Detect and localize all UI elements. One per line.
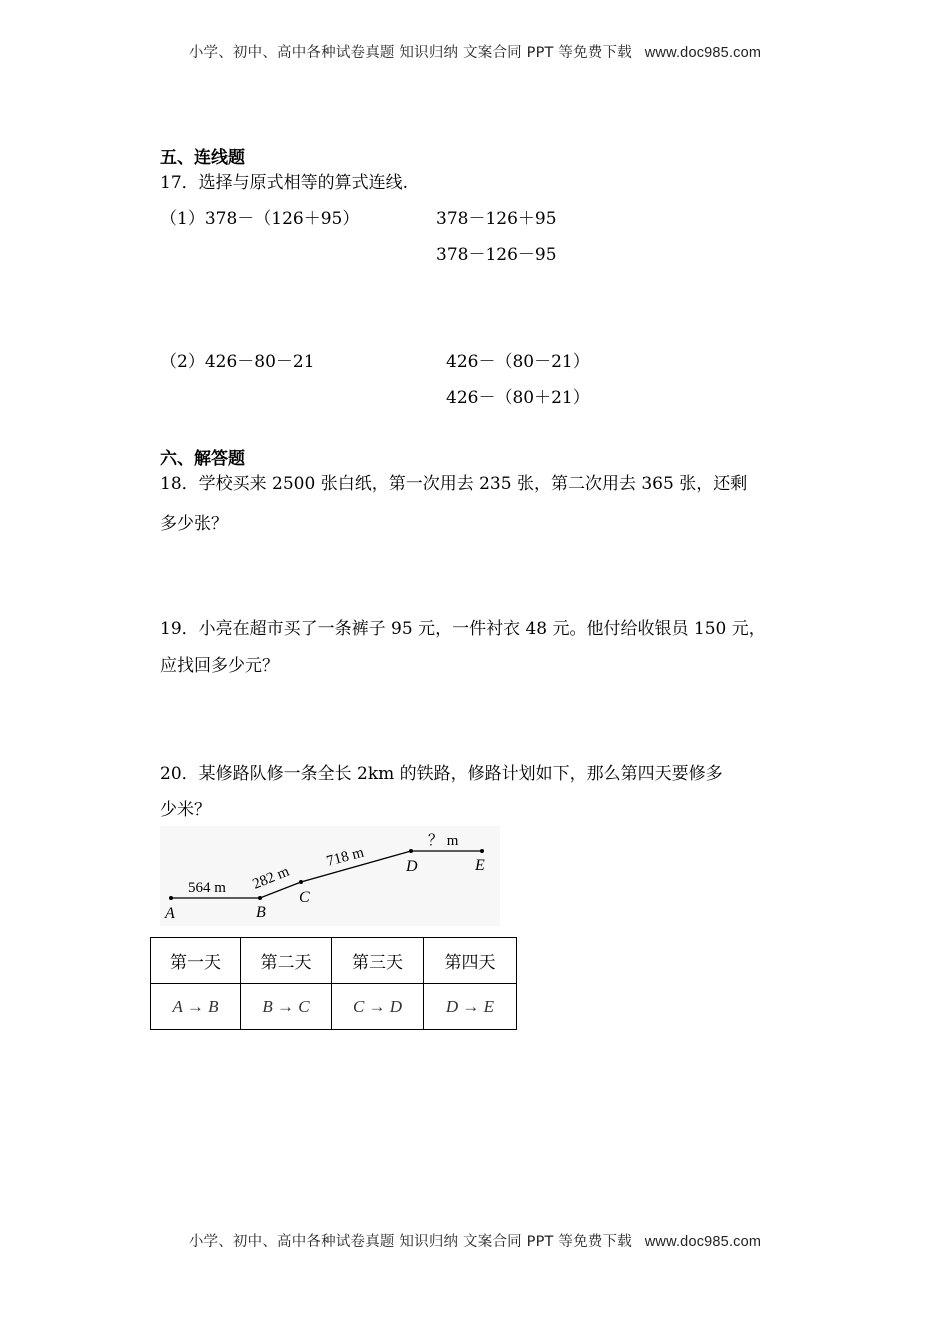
label-de: ？ m xyxy=(428,833,459,849)
q17-part1-left: （1）378－（126＋95） xyxy=(160,209,360,229)
q17-part2-option1[interactable]: 426－（80－21） xyxy=(446,352,590,372)
header-text: 小学、初中、高中各种试卷真题 知识归纳 文案合同 PPT 等免费下载 xyxy=(188,45,632,61)
table-header-cell: 第三天 xyxy=(332,938,424,984)
point-b-dot xyxy=(258,896,262,900)
q18-line1: 18．学校买来 2500 张白纸，第一次用去 235 张，第二次用去 365 张，还剩 xyxy=(160,474,748,494)
label-cd: 718 m xyxy=(324,844,366,870)
label-d: D xyxy=(406,858,418,875)
plan-table xyxy=(150,937,517,1030)
header-url[interactable]: www.doc985.com xyxy=(644,45,762,61)
point-e-dot xyxy=(480,849,484,853)
road-diagram xyxy=(160,826,500,926)
table-header-cell: 第一天 xyxy=(151,938,241,984)
section-6-title: 六、解答题 xyxy=(160,449,245,469)
table-header-cell: 第四天 xyxy=(424,938,517,984)
table-header-row xyxy=(151,938,517,984)
label-c: C xyxy=(299,889,310,906)
q17-part1-option1[interactable]: 378－126＋95 xyxy=(436,209,557,229)
table-header-cell: 第二天 xyxy=(241,938,332,984)
q20-line1: 20．某修路队修一条全长 2km 的铁路，修路计划如下，那么第四天要修多 xyxy=(160,764,723,784)
label-b: B xyxy=(256,904,266,921)
page-header xyxy=(0,41,950,62)
footer-text: 小学、初中、高中各种试卷真题 知识归纳 文案合同 PPT 等免费下载 xyxy=(188,1234,632,1250)
table-cell: D → E xyxy=(424,984,517,1030)
q18-line2: 多少张？ xyxy=(160,514,228,534)
table-row xyxy=(151,984,517,1030)
section-5-title: 五、连线题 xyxy=(160,148,245,168)
table-cell: A → B xyxy=(151,984,241,1030)
q17-part2-left: （2）426－80－21 xyxy=(160,352,315,372)
q19-line1: 19．小亮在超市买了一条裤子 95 元，一件衬衣 48 元。他付给收银员 150 元， xyxy=(160,619,766,639)
label-e: E xyxy=(475,857,485,874)
page-footer xyxy=(0,1230,950,1251)
label-a: A xyxy=(165,905,175,922)
label-bc: 282 m xyxy=(250,863,292,893)
point-a-dot xyxy=(169,896,173,900)
label-ab: 564 m xyxy=(188,880,226,896)
table-cell: C → D xyxy=(332,984,424,1030)
point-c-dot xyxy=(299,880,303,884)
q17-prompt: 17．选择与原式相等的算式连线. xyxy=(160,173,409,193)
point-d-dot xyxy=(409,849,413,853)
q17-part1-option2[interactable]: 378－126－95 xyxy=(436,245,557,265)
q17-part2-option2[interactable]: 426－（80＋21） xyxy=(446,388,590,408)
q20-line2: 少米？ xyxy=(160,800,211,820)
footer-url[interactable]: www.doc985.com xyxy=(644,1234,762,1250)
q19-line2: 应找回多少元？ xyxy=(160,656,279,676)
table-cell: B → C xyxy=(241,984,332,1030)
